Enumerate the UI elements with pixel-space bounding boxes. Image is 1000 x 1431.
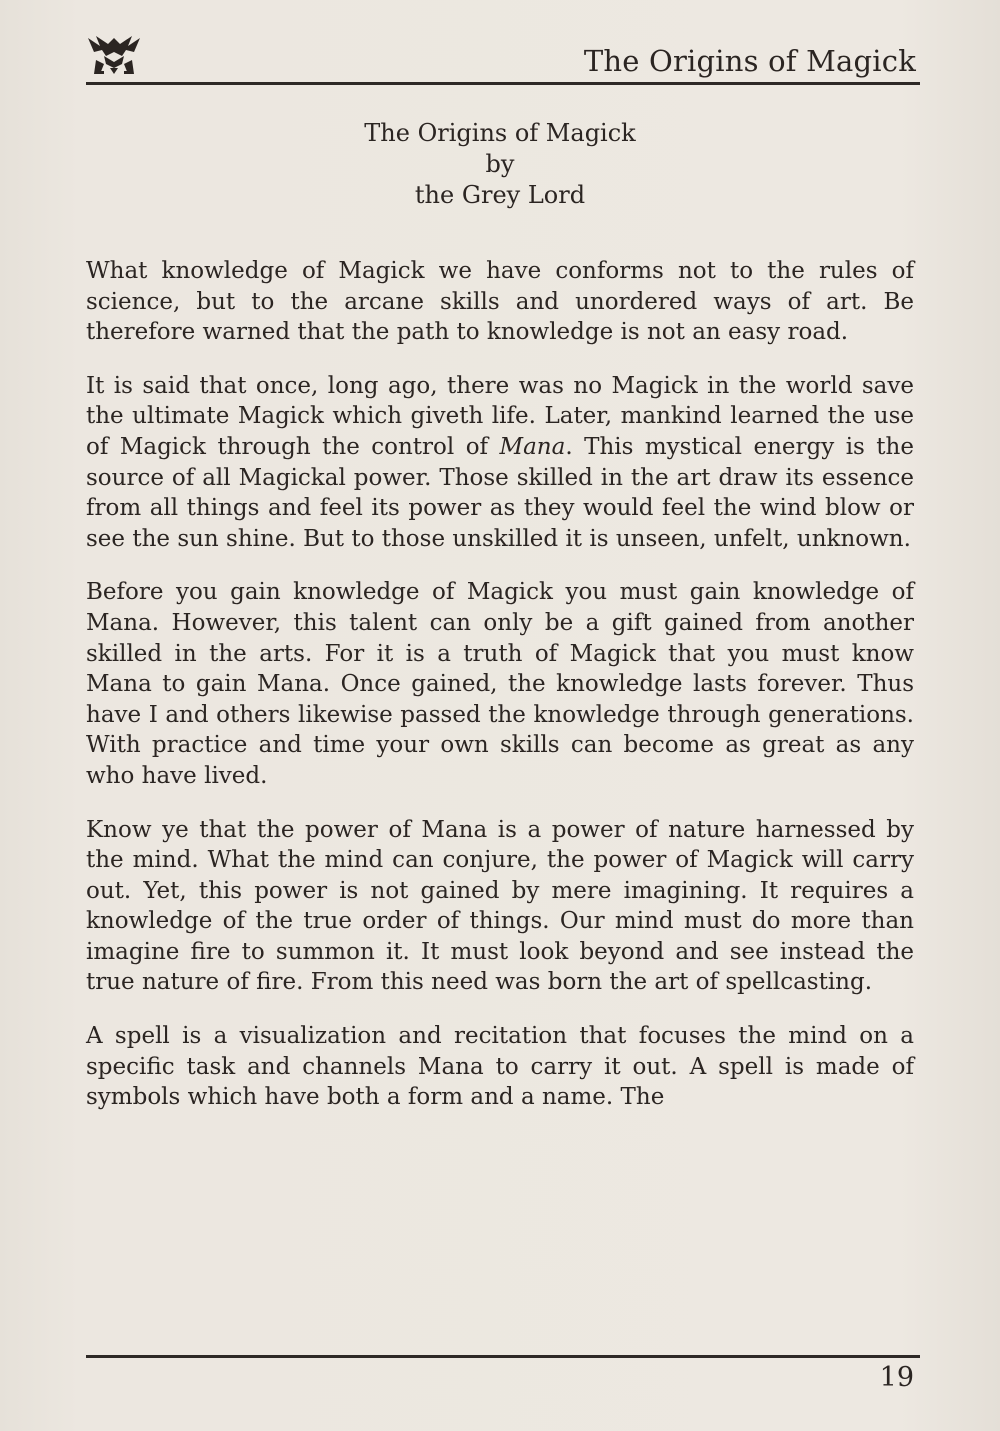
- paragraph-5: A spell is a visualization and recitation that focuses the mind on a specific task and channels Mana to carry it out. A spell is made of symbols which have both a form and a name. The: [86, 1023, 914, 1111]
- article-title: The Origins of Magick: [364, 119, 636, 147]
- paragraph-1: What knowledge of Magick we have conforms not to the rules of science, but to the arcane skills and unordered ways of art. Be therefore warned that the path to knowledge is not an easy road.: [86, 258, 914, 346]
- paragraph-4: Know ye that the power of Mana is a power of nature harnessed by the mind. What the mind can conjure, the power of Magick will carry out. Yet, this power is not gained by mere imagining. It requires a knowledge of the true order of things. Our mind must do more than imagine fire to summon it. It must look beyond and see instead the true nature of fire. From this need was born the art of spellcasting.: [86, 816, 914, 996]
- paragraph-2: [86, 371, 914, 555]
- footer-rule: [86, 1355, 920, 1358]
- article-author: the Grey Lord: [414, 181, 586, 209]
- article-byline-by: by: [485, 150, 515, 178]
- paragraph-3: Before you gain knowledge of Magick you must gain knowledge of Mana. However, this talent can only be a gift gained from another skilled in the arts. For it is a truth of Magick that you must know Mana to gain Mana. Once gained, the knowledge lasts forever. Thus have I and others likewise passed the knowledge through generations. With practice and time your own skills can become as great as any who have lived.: [86, 579, 914, 789]
- paragraph-2-part-1: It is said that once, long ago, there was no Magick in the world save the ultimate Magick which giveth life. Later, mankind learned the use of Magick through the control of: [86, 372, 914, 460]
- paragraph-2-emphasis: Mana: [499, 433, 566, 460]
- header-rule: [86, 82, 920, 85]
- running-header-title: The Origins of Magick: [583, 44, 916, 78]
- winged-emblem-icon: [86, 34, 142, 76]
- paragraph-2-part-2: . This mystical energy is the source of all Magickal power. Those skilled in the art draw its essence from all things and feel its power as they would feel the wind blow or see the sun shine. But to those unskilled it is unseen, unfelt, unknown.: [86, 433, 914, 552]
- article-body: [86, 256, 914, 1136]
- page-number: 19: [879, 1362, 914, 1393]
- article-title-block: [86, 118, 914, 211]
